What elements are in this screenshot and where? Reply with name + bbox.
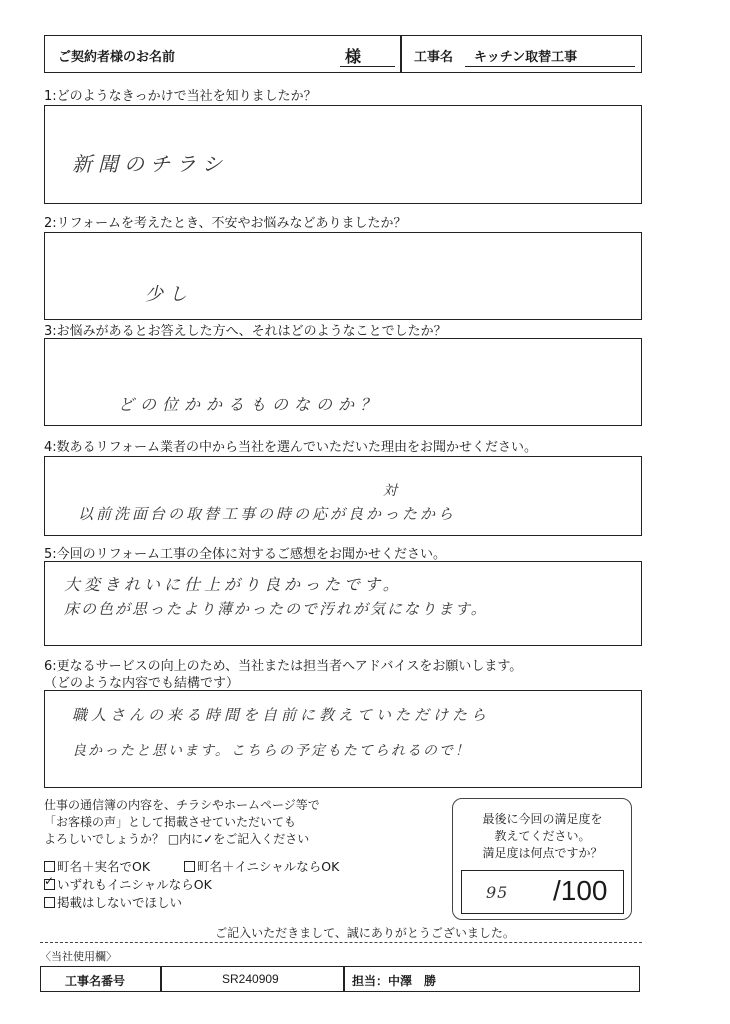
score-value: 95: [486, 883, 509, 902]
checkbox[interactable]: [44, 861, 55, 872]
check-mark-icon: ✓: [44, 874, 55, 888]
checkbox[interactable]: [184, 861, 195, 872]
honorific-underline: [340, 66, 395, 67]
answer-6-line-2: 良かったと思います。こちらの予定もたてられるので！: [72, 743, 471, 759]
answer-1-text: 新聞のチラシ: [72, 152, 228, 176]
question-4-label: 4:数あるリフォーム業者の中から当社を選んでいただいた理由をお聞かせください。: [44, 440, 538, 455]
work-name-underline: [465, 66, 635, 67]
question-5-label: 5:今回のリフォーム工事の全体に対するご感想をお聞かせください。: [44, 547, 447, 562]
answer-4-correction: 対: [383, 483, 403, 499]
header-divider: [400, 35, 402, 73]
question-2-label: 2:リフォームを考えたとき、不安やお悩みなどありましたか？: [44, 216, 407, 231]
checkbox[interactable]: [44, 897, 55, 908]
option-all-initial[interactable]: [44, 875, 212, 893]
answer-2-box[interactable]: [44, 232, 642, 320]
option-label: 掲載はしないでほしい: [57, 895, 183, 910]
consent-line-2: 「お客様の声」として掲載させていただいても: [44, 815, 297, 829]
office-use-box: [40, 966, 640, 992]
question-6-label: 6:更なるサービスの向上のため、当社または担当者へアドバイスをお願いします。: [44, 659, 523, 674]
dashed-divider: [40, 942, 642, 943]
question-6-sublabel: （どのような内容でも結構です）: [44, 676, 240, 691]
question-3-label: 3:お悩みがあるとお答えした方へ、それはどのようなことでしたか？: [44, 324, 447, 339]
work-number-value: SR240909: [222, 972, 279, 986]
score-max: /100: [553, 875, 608, 906]
option-label: 町名＋イニシャルならOK: [197, 859, 340, 874]
office-divider-1: [160, 966, 162, 992]
answer-6-line-1: 職人さんの来る時間を自前に教えていただけたら: [72, 706, 491, 724]
customer-name-label: ご契約者様のお名前: [58, 50, 176, 65]
satisfaction-prompt-2: 教えてください。: [494, 829, 591, 843]
answer-4-text: 以前洗面台の取替工事の時の応が良かったから: [78, 505, 457, 523]
answer-4-box[interactable]: [44, 456, 642, 536]
consent-line-3: よろしいでしょうか？ □内に✓をご記入ください: [44, 832, 310, 846]
question-1-label: 1:どのようなきっかけで当社を知りましたか？: [44, 89, 317, 104]
option-no-publish[interactable]: [44, 893, 182, 911]
satisfaction-prompt-1: 最後に今回の満足度を: [482, 812, 603, 826]
answer-5-line-2: 床の色が思ったより薄かったので汚れが気になります。: [64, 600, 488, 618]
checkbox-checked[interactable]: [44, 874, 55, 890]
option-label: 町名＋実名でOK: [57, 859, 151, 874]
consent-line-1: 仕事の通信簿の内容を、チラシやホームページ等で: [44, 798, 320, 812]
staff-label: 担当：中澤 勝: [352, 974, 437, 988]
answer-2-text: 少し: [145, 284, 193, 305]
satisfaction-prompt-3: 満足度は何点ですか？: [482, 846, 603, 860]
thanks-message: ご記入いただきまして、誠にありがとうございました。: [215, 926, 515, 940]
honorific: 様: [345, 47, 362, 66]
office-divider-2: [343, 966, 345, 992]
option-town-realname[interactable]: [44, 857, 150, 875]
answer-3-text: どの位かかるものなのか？: [118, 395, 383, 414]
work-name-value: キッチン取替工事: [474, 50, 578, 65]
work-number-label: 工事名番号: [65, 974, 126, 988]
option-label: いずれもイニシャルならOK: [57, 877, 212, 892]
answer-5-line-1: 大変きれいに仕上がり良かったです。: [64, 575, 403, 594]
work-name-label: 工事名: [414, 50, 454, 65]
customer-name-field[interactable]: [200, 40, 340, 66]
option-town-initial[interactable]: [184, 857, 339, 875]
office-use-label: 〈当社使用欄〉: [40, 950, 117, 963]
